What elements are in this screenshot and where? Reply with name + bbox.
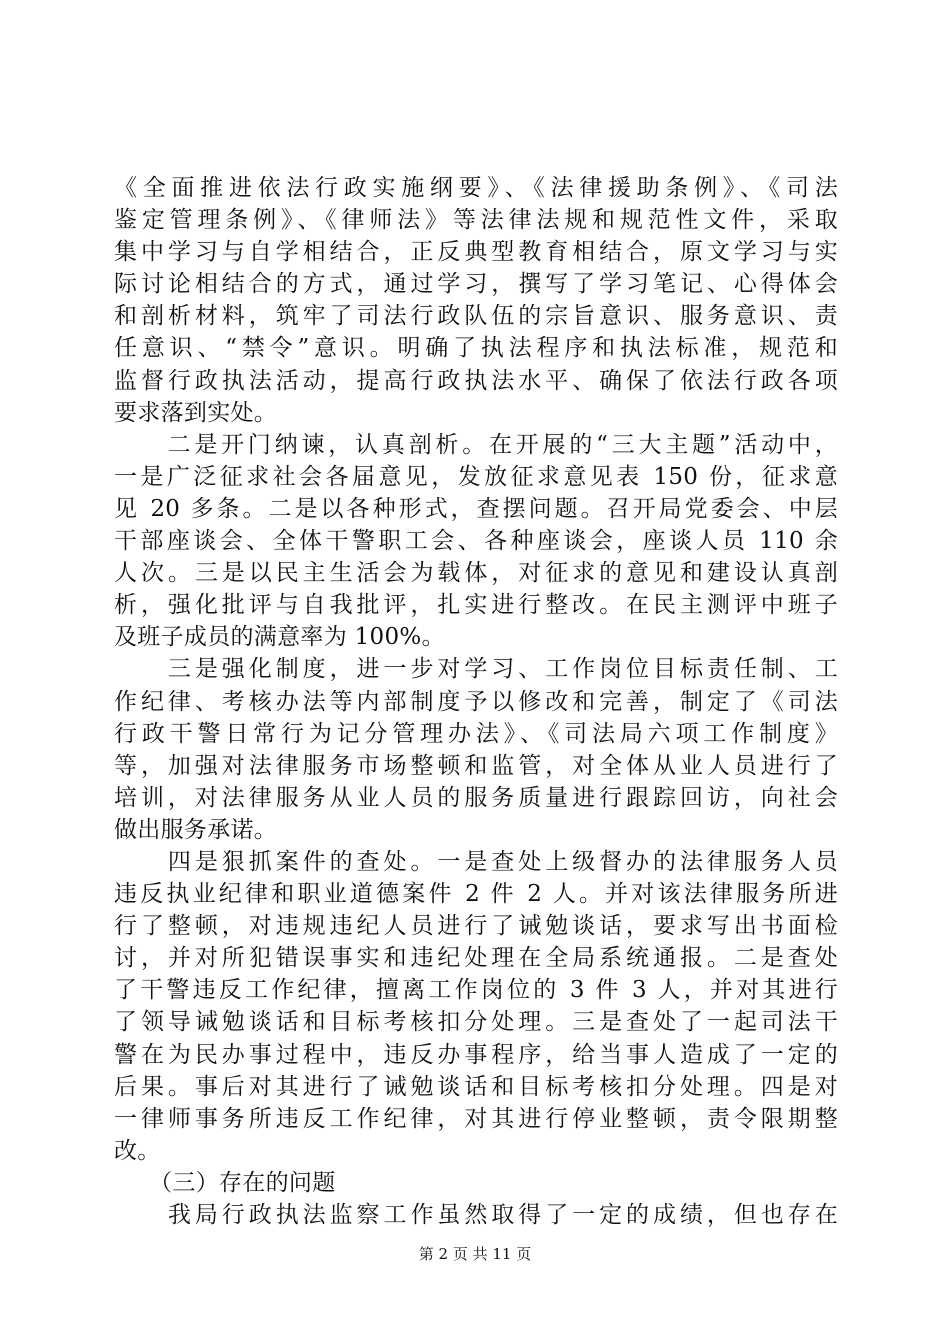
text-line: 际讨论相结合的方式，通过学习，撰写了学习笔记、心得体会 xyxy=(114,271,838,298)
text-line: 作纪律、考核办法等内部制度予以修改和完善，制定了《司法 xyxy=(114,688,838,715)
text-line: 要求落到实处。 xyxy=(114,399,278,426)
text-line: 四是狠抓案件的查处。一是查处上级督办的法律服务人员 xyxy=(114,848,838,875)
text-line: 干部座谈会、全体干警职工会、各种座谈会，座谈人员 110 余 xyxy=(114,528,838,555)
text-line: 和剖析材料，筑牢了司法行政队伍的宗旨意识、服务意识、责 xyxy=(114,303,838,330)
text-line: 二是开门纳谏，认真剖析。在开展的“三大主题”活动中， xyxy=(114,431,838,458)
text-line: 了领导诫勉谈话和目标考核扣分处理。三是查处了一起司法干 xyxy=(114,1009,838,1036)
text-line: 后果。事后对其进行了诫勉谈话和目标考核扣分处理。四是对 xyxy=(114,1073,838,1100)
text-line: 我局行政执法监察工作虽然取得了一定的成绩，但也存在 xyxy=(114,1202,838,1228)
text-line: 鉴定管理条例》、《律师法》等法律法规和规范性文件，采取 xyxy=(114,207,838,234)
text-line: （三）存在的问题 xyxy=(114,1169,336,1196)
text-line: 见 20 多条。二是以各种形式，查摆问题。召开局党委会、中层 xyxy=(114,495,838,522)
text-line: 了干警违反工作纪律，擅离工作岗位的 3 件 3 人，并对其进行 xyxy=(114,977,838,1004)
text-line: 改。 xyxy=(114,1137,161,1164)
body-text xyxy=(114,172,838,1231)
text-line: 一律师事务所违反工作纪律，对其进行停业整顿，责令限期整 xyxy=(114,1105,838,1132)
text-line: 三是强化制度，进一步对学习、工作岗位目标责任制、工 xyxy=(114,656,838,683)
page-footer: 第 2 页 共 11 页 xyxy=(418,1245,532,1263)
text-line: 人次。三是以民主生活会为载体，对征求的意见和建设认真剖 xyxy=(114,560,838,587)
text-line: 任意识、“禁令”意识。明确了执法程序和执法标准，规范和 xyxy=(114,335,838,362)
text-line: 行了整顿，对违规违纪人员进行了诫勉谈话，要求写出书面检 xyxy=(114,913,838,940)
text-line: 做出服务承诺。 xyxy=(114,816,278,843)
text-line: 违反执业纪律和职业道德案件 2 件 2 人。并对该法律服务所进 xyxy=(114,881,838,908)
text-line: 《全面推进依法行政实施纲要》、《法律援助条例》、《司法 xyxy=(114,175,838,201)
text-line: 集中学习与自学相结合，正反典型教育相结合，原文学习与实 xyxy=(114,239,838,266)
text-line: 讨，并对所犯错误事实和违纪处理在全局系统通报。二是查处 xyxy=(114,945,838,972)
text-line: 析，强化批评与自我批评，扎实进行整改。在民主测评中班子 xyxy=(114,592,838,619)
text-line: 一是广泛征求社会各届意见，发放征求意见表 150 份，征求意 xyxy=(114,463,838,490)
text-line: 监督行政执法活动，提高行政执法水平、确保了依法行政各项 xyxy=(114,367,838,394)
text-line: 及班子成员的满意率为 100%。 xyxy=(114,624,445,651)
text-line: 警在为民办事过程中，违反办事程序，给当事人造成了一定的 xyxy=(114,1041,838,1068)
text-line: 培训，对法律服务从业人员的服务质量进行跟踪回访，向社会 xyxy=(114,784,838,811)
text-line: 等，加强对法律服务市场整顿和监管，对全体从业人员进行了 xyxy=(114,752,838,779)
text-line: 行政干警日常行为记分管理办法》、《司法局六项工作制度》 xyxy=(114,720,838,747)
